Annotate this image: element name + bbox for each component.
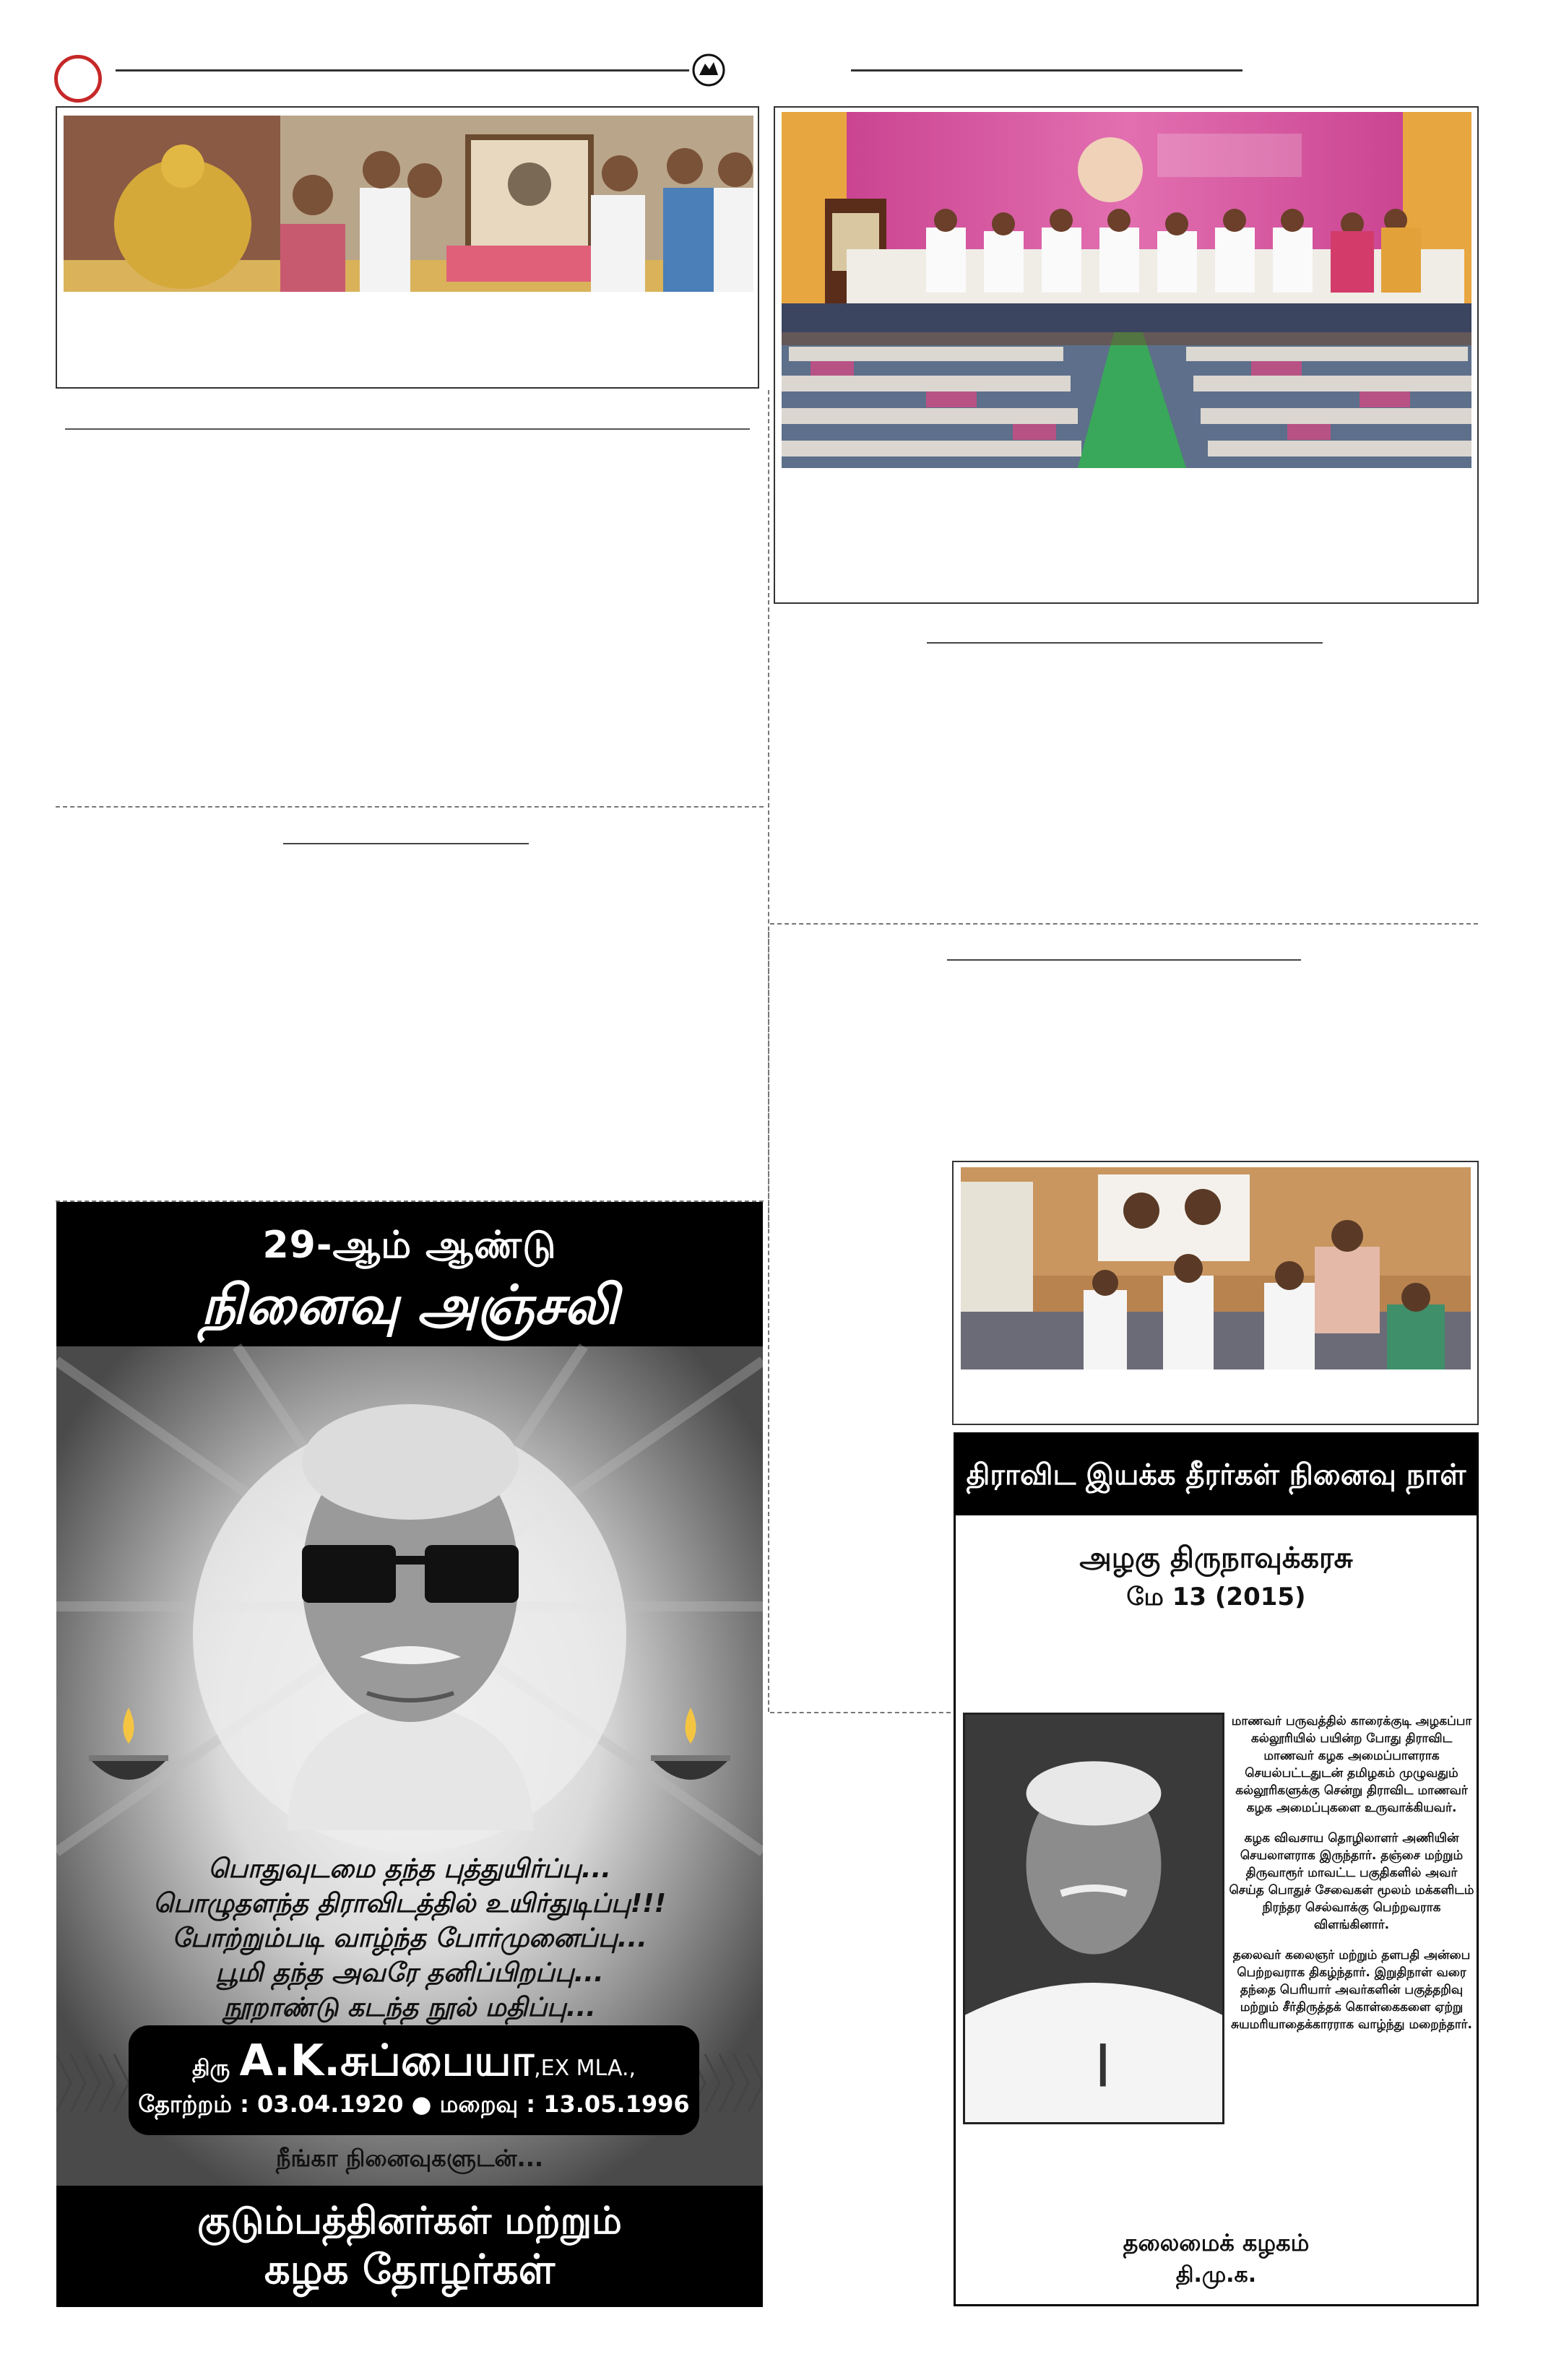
family-line-1: குடும்பத்தினர்கள் மற்றும் bbox=[197, 2199, 622, 2243]
poem-line: நூறாண்டு கடந்த நூல் மதிப்பு... bbox=[223, 1993, 596, 2022]
office-meeting-photo bbox=[961, 1167, 1471, 1369]
stage-banner-photo bbox=[782, 112, 1471, 303]
honorific: திரு bbox=[191, 2056, 230, 2081]
crowd-photo bbox=[782, 303, 1471, 468]
bio-paragraph: மாணவர் பருவத்தில் காரைக்குடி அழகப்பா கல்லூரியில் பயின்ற போது திராவிட மாணவர் கழக அமைப்பாளராக செயல்பட்டதுடன் தமிழகம் முழுவதும் கல்லூரிகளுக்கு சென்று திராவிட மாணவர் கழக அமைப்புகளை உருவாக்கியவர். bbox=[1231, 1714, 1472, 1815]
poem-line: பொதுவுடமை தந்த புத்துயிர்ப்பு... bbox=[208, 1854, 611, 1884]
tribute-poem bbox=[56, 1852, 763, 2025]
remembrance-line: நீங்கா நினைவுகளுடன்... bbox=[275, 2145, 543, 2172]
poem-line: போற்றும்படி வாழ்ந்த போர்முனைப்பு... bbox=[172, 1924, 647, 1953]
party-emblem-icon bbox=[692, 53, 725, 87]
page-number-circle bbox=[54, 55, 102, 103]
life-dates: தோற்றம் : 03.04.1920 ● மறைவு : 13.05.1996 bbox=[138, 2090, 690, 2118]
header-rule-left bbox=[116, 69, 689, 72]
poem-line: பொழுதளந்த திராவிடத்தில் உயிர்துடிப்பு!!! bbox=[152, 1889, 667, 1918]
anniversary-label: 29-ஆம் ஆண்டு bbox=[262, 1224, 557, 1267]
statue-tribute-photo bbox=[64, 116, 753, 292]
left-divider-1 bbox=[56, 806, 764, 808]
card-portrait bbox=[963, 1713, 1224, 2124]
right-story-rule-1 bbox=[927, 642, 1323, 644]
memorial-card-right bbox=[954, 1432, 1479, 2306]
card-header: திராவிட இயக்க தீரர்கள் நினைவு நாள் bbox=[956, 1435, 1477, 1515]
oil-lamp-left-icon bbox=[85, 1700, 172, 1801]
card-footer-line-2: தி.மு.க. bbox=[1175, 2262, 1257, 2288]
person-name: A.K.சுப்பையா bbox=[239, 2035, 535, 2086]
left-headline-rule bbox=[283, 843, 529, 844]
card-date: மே 13 (2015) bbox=[1126, 1583, 1306, 1611]
bio-paragraph: கழக விவசாய தொழிலாளர் அணியின் செயலாளராக இருந்தார். தஞ்சை மற்றும் திருவாரூர் மாவட்ட பகுதிகளில் அவர் செய்த பொதுச் சேவைகள் மூலம் மக்களிடம் நிரந்தர செல்வாக்கு பெற்றவராக விளங்கினார். bbox=[1229, 1831, 1474, 1932]
name-plate bbox=[129, 2025, 699, 2135]
right-column-divider bbox=[768, 932, 769, 1712]
family-signoff bbox=[56, 2186, 763, 2307]
bio-paragraph: தலைவர் கலைஞர் மற்றும் தளபதி அன்பை பெற்றவராக திகழ்ந்தார். இறுதிநாள் வரை தந்தை பெரியார் அவர்களின் பகுத்தறிவு மற்றும் சீர்திருத்தக் கொள்கைகளை ஏற்று சுயமரியாதைக்காரராக வாழ்ந்து மறைந்தார். bbox=[1230, 1948, 1472, 2032]
oil-lamp-right-icon bbox=[647, 1700, 734, 1801]
right-divider-1 bbox=[770, 923, 1478, 925]
card-biography bbox=[1229, 1713, 1474, 2046]
memorial-ad-left bbox=[56, 1202, 763, 2307]
name-suffix: ,EX MLA., bbox=[534, 2056, 636, 2081]
header-rule-right bbox=[851, 69, 1242, 72]
memorial-title: நினைவு அஞ்சலி bbox=[201, 1274, 618, 1336]
card-footer-line-1: தலைமைக் கழகம் bbox=[1123, 2229, 1310, 2256]
family-line-2: கழக தோழர்கள் bbox=[264, 2246, 556, 2293]
portrait-ak-subbaiah bbox=[244, 1382, 576, 1845]
poem-line: பூமி தந்த அவரே தனிப்பிறப்பு... bbox=[215, 1958, 604, 1988]
right-story-rule-2 bbox=[947, 959, 1301, 961]
right-divider-2 bbox=[770, 1712, 951, 1713]
left-story-rule bbox=[65, 428, 750, 430]
card-person-name: அழகு திருநாவுக்கரசு bbox=[1079, 1541, 1353, 1575]
